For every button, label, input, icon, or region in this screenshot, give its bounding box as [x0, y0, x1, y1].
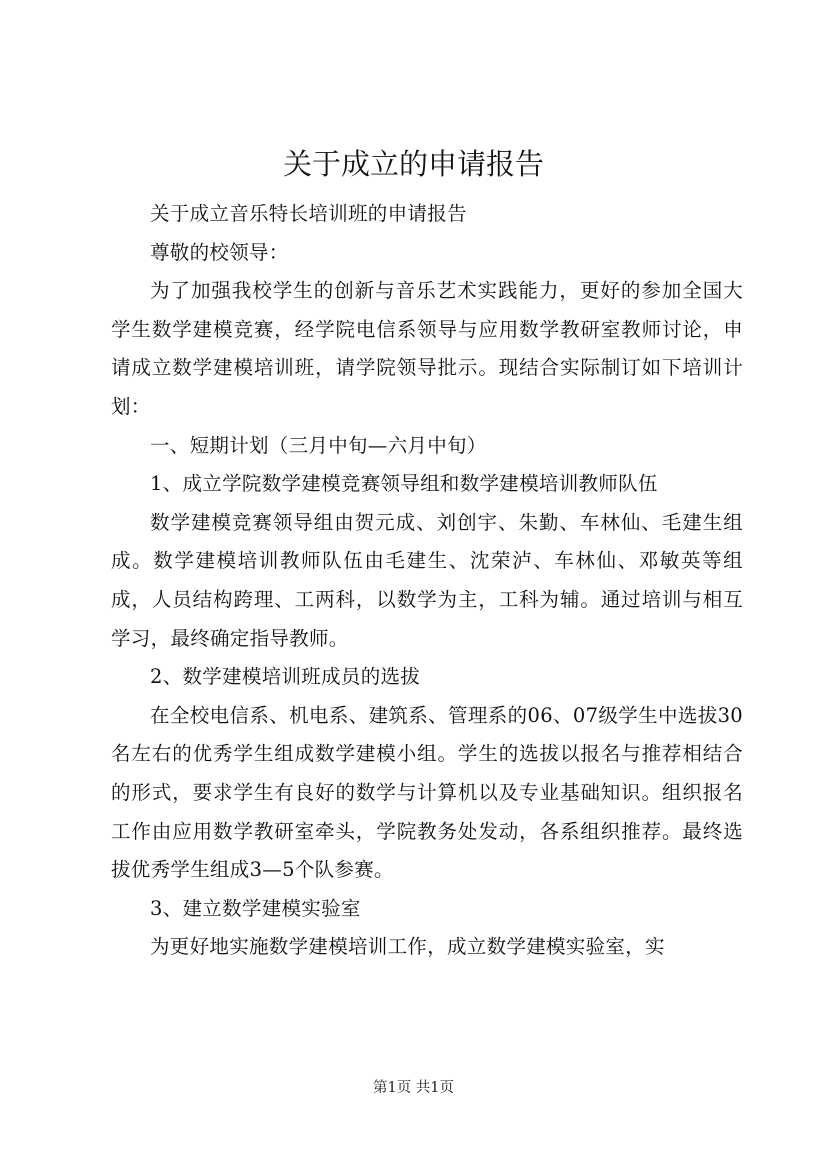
paragraph-intro: 为了加强我校学生的创新与音乐艺术实践能力，更好的参加全国大学生数学建模竞赛，经学院电信系领导与应用数学教研室教师讨论，申请成立数学建模培训班，请学院领导批示。现结合实际制订如下培训计划： [111, 279, 743, 418]
paragraph-lab: 为更好地实施数学建模培训工作，成立数学建模实验室，实 [150, 935, 665, 959]
paragraph-selection: 在全校电信系、机电系、建筑系、管理系的06、07级学生中选拔30名左右的优秀学生组成数学建模小组。学生的选拔以报名与推荐相结合的形式，要求学生有良好的数学与计算机以及专业基础知识。组织报名工作由应用数学教研室牵头，学院教务处发动，各系组织推荐。最终选拔优秀学生组成3—5个队参赛。 [111, 703, 743, 882]
item-heading-1: 1、成立学院数学建模竞赛领导组和数学建模培训教师队伍 [150, 472, 658, 496]
section-heading-short-term: 一、短期计划（三月中旬—六月中旬） [150, 433, 487, 457]
paragraph-salutation: 尊敬的校领导： [150, 240, 289, 264]
item-heading-2: 2、数学建模培训班成员的选拔 [150, 665, 421, 689]
document-title: 关于成立的申请报告 [282, 147, 544, 181]
item-heading-3: 3、建立数学建模实验室 [150, 896, 361, 920]
paragraph-subject: 关于成立音乐特长培训班的申请报告 [150, 202, 467, 225]
page-footer: 第1页 共1页 [372, 1080, 455, 1096]
document-body [111, 195, 743, 967]
paragraph-leadership: 数学建模竞赛领导组由贺元成、刘创宇、朱勤、车林仙、毛建生组成。数学建模培训教师队伍由毛建生、沈荣泸、车林仙、邓敏英等组成，人员结构跨理、工两科，以数学为主，工科为辅。通过培训与相互学习，最终确定指导教师。 [111, 510, 743, 650]
